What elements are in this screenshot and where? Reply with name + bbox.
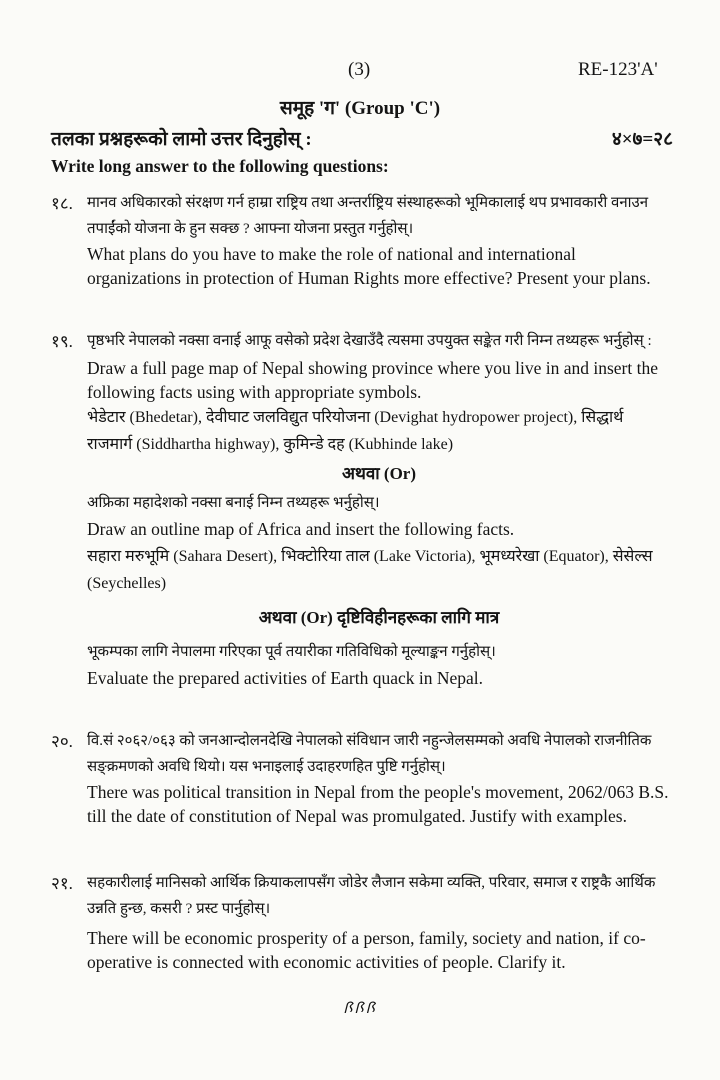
question-nepali: मानव अधिकारको संरक्षण गर्न हाम्रा राष्ट्रिय तथा अन्तर्राष्ट्रिय संस्थाहरूको भूमिकालाई थप प्रभावकारी वनाउन तपाईंको योजना के हुन सक्छ ? आफ्ना योजना प्रस्तुत गर्नुहोस्। — [87, 195, 649, 237]
question-facts: भेडेटार (Bhedetar), देवीघाट जलविद्युत परियोजना (Devighat hydropower project), सिद्धार्थ राजमार्ग (Siddhartha highway), कुमिन्डे दह (Kubhinde lake) — [87, 409, 624, 453]
question-nepali: वि.सं २०६२/०६३ को जनआन्दोलनदेखि नेपालको संविधान जारी नहुन्जेलसम्मको अवधि नेपालको राजनीतिक सङ्क्रमणको अवधि थियो। यस भनाइलाई उदाहरणहित पुष्टि गर्नुहोस्। — [87, 733, 652, 775]
question-19 — [51, 328, 671, 692]
or-blind-label: अथवा (Or) दृष्टिविहीनहरूका लागि मात्र — [258, 608, 500, 627]
question-number: २०. — [51, 732, 73, 751]
group-title: समूह 'ग' (Group 'C') — [279, 98, 441, 119]
alt-question-english: Draw an outline map of Africa and insert the following facts. — [87, 519, 515, 539]
blind-question-english: Evaluate the prepared activities of Earth quack in Nepal. — [87, 668, 484, 688]
or-label: अथवा (Or) — [341, 464, 417, 483]
question-number: २१. — [51, 874, 73, 893]
question-english: Draw a full page map of Nepal showing province where you live in and insert the following facts using with appropriate symbols. — [87, 358, 659, 402]
instructions — [51, 127, 673, 180]
question-20 — [51, 728, 671, 828]
page-number: (3) — [348, 59, 371, 80]
end-mark: ꟗꟗꟗ — [343, 1001, 377, 1017]
question-nepali: पृष्ठभरि नेपालको नक्सा वनाई आफू वसेको प्रदेश देखाउँदै त्यसमा उपयुक्त सङ्केत गरी निम्न तथ्यहरू भर्नुहोस् : — [87, 333, 652, 349]
question-number: १८. — [51, 194, 73, 213]
alt-question-nepali: अफ्रिका महादेशको नक्सा बनाई निम्न तथ्यहरू भर्नुहोस्। — [87, 495, 380, 511]
paper-code: RE-123'A' — [578, 59, 658, 80]
alt-question-facts: सहारा मरुभूमि (Sahara Desert), भिक्टोरिया ताल (Lake Victoria), भूमध्यरेखा (Equator), सेसेल्स (Seychelles) — [87, 548, 653, 592]
question-english: What plans do you have to make the role of national and international organizations in protection of Human Rights more effective? Present your plans. — [87, 244, 651, 288]
marks: ४×७=२८ — [611, 129, 673, 150]
question-number: १९. — [51, 332, 73, 351]
question-english: There will be economic prosperity of a person, family, society and nation, if co-operative is connected with economic activities of people. Clarify it. — [87, 928, 646, 972]
question-nepali: सहकारीलाई मानिसको आर्थिक क्रियाकलापसँग जोडेर लैजान सकेमा व्यक्ति, परिवार, समाज र राष्ट्रकै आर्थिक उन्नति हुन्छ, कसरी ? प्रस्ट पार्नुहोस्। — [87, 875, 656, 917]
question-21 — [51, 870, 671, 974]
instruction-english: Write long answer to the following questions: — [51, 156, 389, 176]
instruction-nepali: तलका प्रश्नहरूको लामो उत्तर दिनुहोस् : — [51, 129, 312, 150]
question-english: There was political transition in Nepal from the people's movement, 2062/063 B.S. till the date of constitution of Nepal was promulgated. Justify with examples. — [87, 782, 669, 826]
blind-question-nepali: भूकम्पका लागि नेपालमा गरिएका पूर्व तयारीका गतिविधिको मूल्याङ्कन गर्नुहोस्। — [87, 644, 496, 660]
question-18 — [51, 190, 671, 290]
